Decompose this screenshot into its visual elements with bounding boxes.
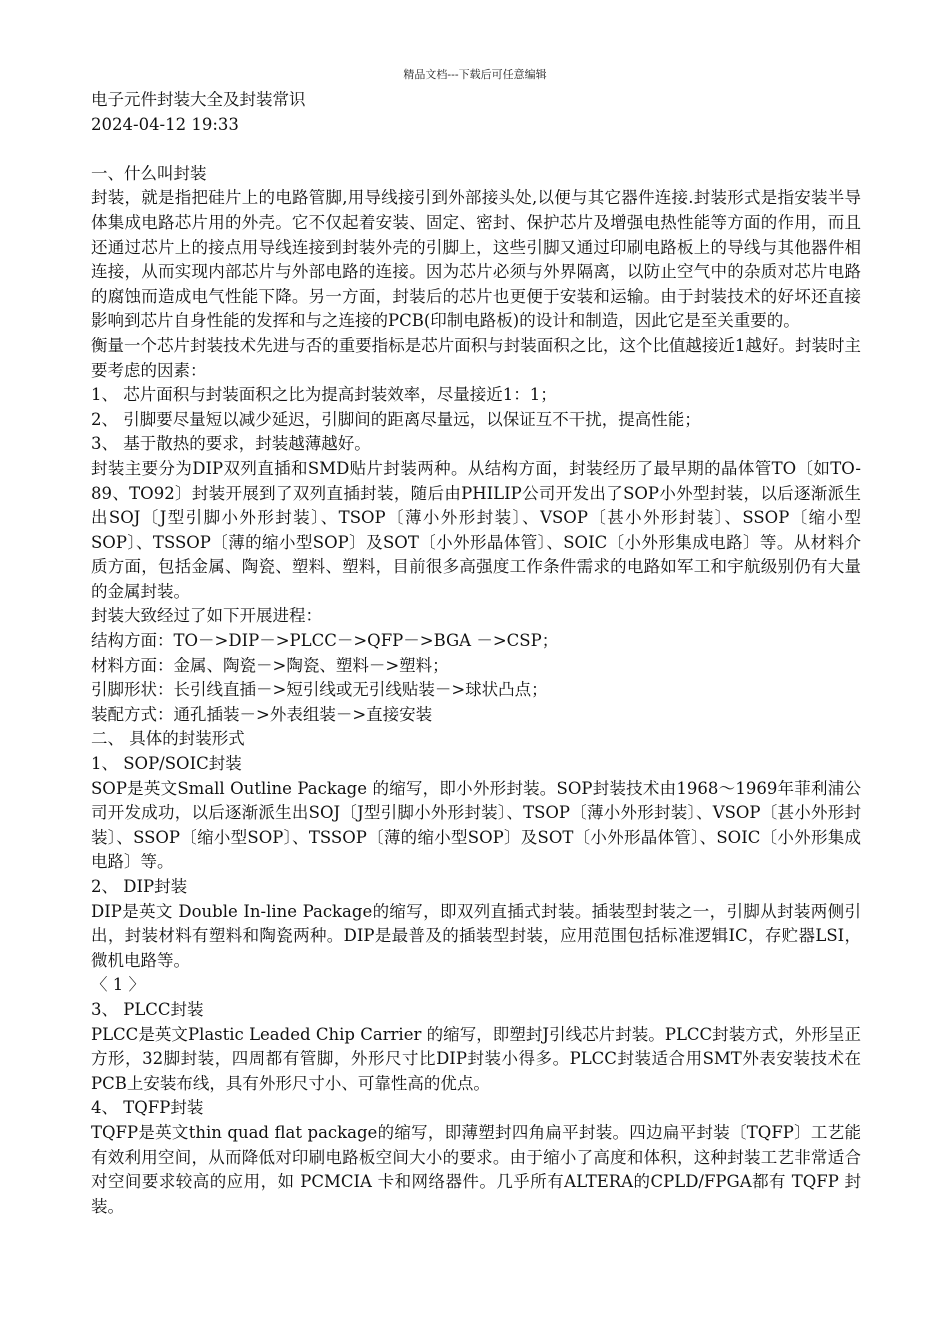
paragraph: 2、 DIP封装: [91, 877, 188, 896]
paragraph: 4、 TQFP封装: [91, 1098, 204, 1118]
paragraph: 一、什么叫封装: [91, 163, 207, 183]
paragraph: 1、 芯片面积与封装面积之比为提高封装效率，尽量接近1：1；: [91, 385, 557, 405]
paragraph: 3、 基于散热的要求，封装越薄越好。: [91, 434, 371, 454]
paragraph: SOP是英文Small Outline Package 的缩写，即小外形封装。SOP封装技术由1968～1969年菲利浦公司开发成功，以后逐渐派生出SOJ〔J型引脚小外形封装〕、TSOP〔薄小外形封装〕、VSOP〔甚小外形封装〕、SSOP〔缩小型SOP〕、TSSOP〔薄的缩小型SOP〕及SOT〔小外形晶体管〕、SOIC〔小外形集成电路〕等。: [91, 778, 861, 872]
paragraph: 结构方面：TO－>DIP－>PLCC－>QFP－>BGA －>CSP；: [91, 631, 559, 651]
paragraph-list: [91, 162, 861, 1220]
paragraph: 2、 引脚要尽量短以减少延迟，引脚间的距离尽量远，以保证互不干扰，提高性能；: [91, 409, 701, 429]
paragraph: 衡量一个芯片封装技术先进与否的重要指标是芯片面积与封装面积之比，这个比值越接近1越好。封装时主要考虑的因素：: [91, 335, 861, 380]
paragraph: PLCC是英文Plastic Leaded Chip Carrier 的缩写，即塑封J引线芯片封装。PLCC封装方式，外形呈正方形，32脚封装，四周都有管脚，外形尺寸比DIP封装小得多。PLCC封装适合用SMT外表安装技术在PCB上安装布线，具有外形尺寸小、可靠性高的优点。: [91, 1024, 861, 1093]
paragraph: 封装，就是指把硅片上的电路管脚,用导线接引到外部接头处,以便与其它器件连接.封装形式是指安装半导体集成电路芯片用的外壳。它不仅起着安装、固定、密封、保护芯片及增强电热性能等方面的作用，而且还通过芯片上的接点用导线连接到封装外壳的引脚上，这些引脚又通过印刷电路板上的导线与其他器件相连接，从而实现内部芯片与外部电路的连接。因为芯片必须与外界隔离，以防止空气中的杂质对芯片电路的腐蚀而造成电气性能下降。另一方面，封装后的芯片也更便于安装和运输。由于封装技术的好坏还直接影响到芯片自身性能的发挥和与之连接的PCB(印制电路板)的设计和制造，因此它是至关重要的。: [91, 188, 861, 331]
paragraph: 材料方面：金属、陶瓷－>陶瓷、塑料－>塑料；: [91, 655, 449, 675]
page-header: 精品文档---下载后可任意编辑: [403, 68, 547, 81]
paragraph: 封装主要分为DIP双列直插和SMD贴片封装两种。从结构方面，封装经历了最早期的晶体管TO〔如TO-89、TO92〕封装开展到了双列直插封装，随后由PHILIP公司开发出了SOP小外型封装，以后逐渐派生出SOJ〔J型引脚小外形封装〕、TSOP〔薄小外形封装〕、VSOP〔甚小外形封装〕、SSOP〔缩小型SOP〕、TSSOP〔薄的缩小型SOP〕及SOT〔小外形晶体管〕、SOIC〔小外形集成电路〕等。从材料介质方面，包括金属、陶瓷、塑料、塑料，目前很多高强度工作条件需求的电路如军工和宇航级别仍有大量的金属封装。: [91, 458, 861, 601]
paragraph: 3、 PLCC封装: [91, 999, 204, 1019]
paragraph: DIP是英文 Double In-line Package的缩写，即双列直插式封装。插装型封装之一，引脚从封装两侧引出，封装材料有塑料和陶瓷两种。DIP是最普及的插装型封装，应用范围包括标准逻辑IC，存贮器LSI，微机电路等。: [91, 901, 861, 970]
paragraph: 二、 具体的封装形式: [91, 729, 245, 749]
paragraph: 1、 SOP/SOIC封装: [91, 754, 242, 774]
paragraph: 装配方式：通孔插装－>外表组装－>直接安装: [91, 704, 433, 724]
paragraph: 引脚形状：长引线直插－>短引线或无引线贴装－>球状凸点；: [91, 680, 548, 700]
document-datetime: 2024-04-12 19:33: [91, 114, 239, 134]
blank-line: [91, 137, 861, 162]
document-title: 电子元件封装大全及封装常识: [91, 90, 306, 109]
document-body: [91, 88, 861, 1219]
paragraph: 封装大致经过了如下开展进程：: [91, 606, 322, 626]
paragraph: TQFP是英文thin quad flat package的缩写，即薄塑封四角扁平封装。四边扁平封装〔TQFP〕工艺能有效利用空间，从而降低对印刷电路板空间大小的要求。由于缩小了高度和体积，这种封装工艺非常适合对空间要求较高的应用，如 PCMCIA 卡和网络器件。几乎所有ALTERA的CPLD/FPGA都有 TQFP 封装。: [91, 1122, 861, 1216]
paragraph: 〈 1 〉: [91, 975, 145, 995]
